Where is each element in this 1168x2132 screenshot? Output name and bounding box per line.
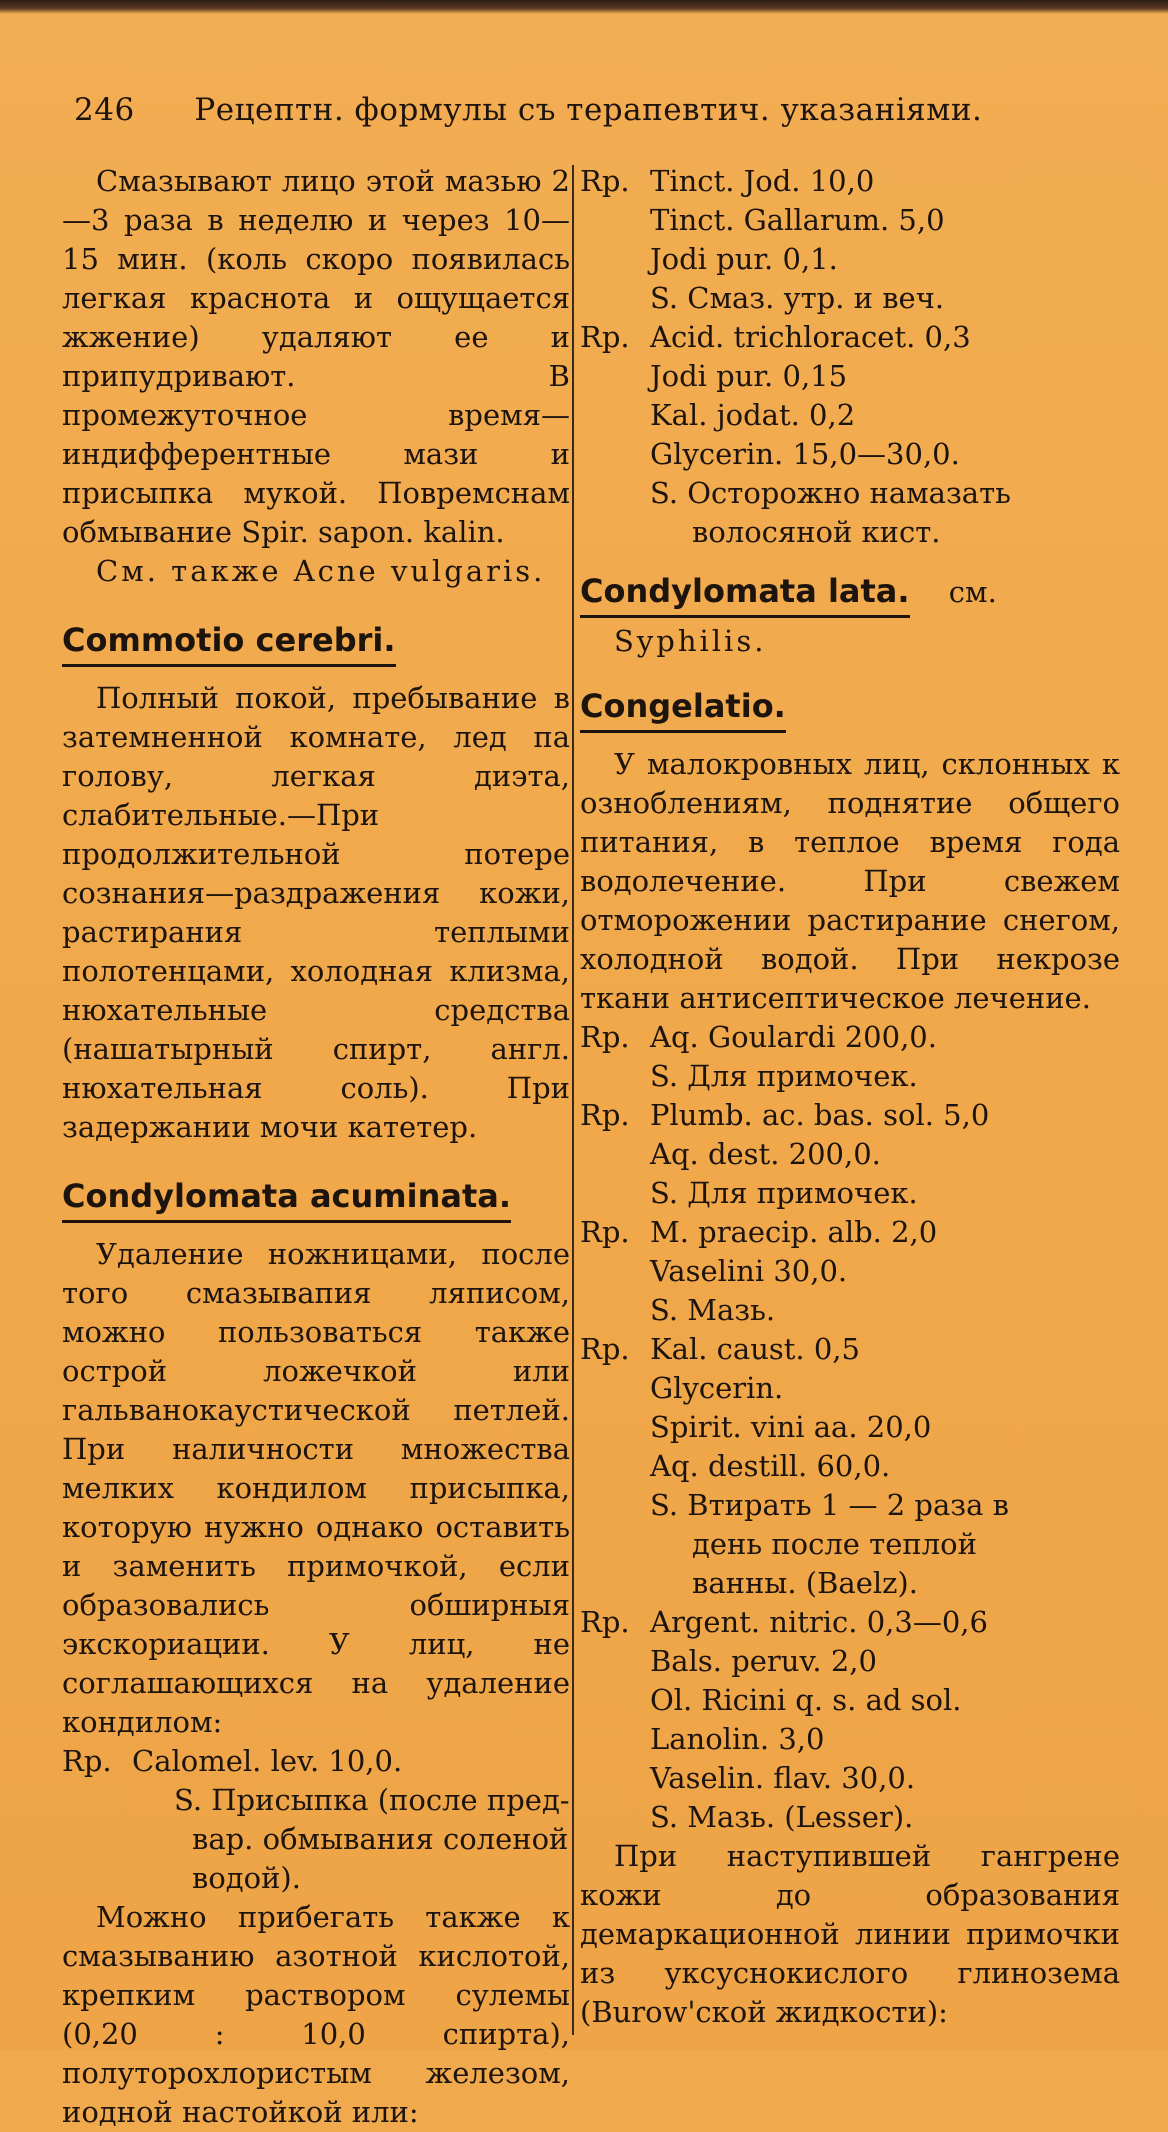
page-header (74, 92, 1114, 128)
rx-signa: S. Для примочек. (650, 1059, 918, 1093)
rx-line: Vaselin. flav. 30,0. (650, 1761, 916, 1795)
syphilis-reference: Syphilis. (614, 624, 767, 658)
rp-label: Rp. (62, 1744, 112, 1778)
rx-line: Calomel. lev. 10,0. (132, 1744, 403, 1778)
congelatio-heading: Congelatio. (580, 687, 786, 733)
rx-line: Aq. Goulardi 200,0. (650, 1020, 937, 1054)
rx-signa: водой). (192, 1861, 301, 1895)
rx-signa: день после теплой (692, 1527, 977, 1561)
rp-label: Rp. (580, 1332, 630, 1366)
rx-line: Lanolin. 3,0 (650, 1722, 825, 1756)
rx-line: Ol. Ricini q. s. ad sol. (650, 1683, 962, 1717)
commotio-heading: Commotio cerebri. (62, 621, 396, 667)
running-title: Рецептн. формулы съ терапевтич. указаніями. (194, 92, 983, 128)
right-column (580, 162, 1120, 2032)
rp-label: Rp. (580, 1020, 630, 1054)
rx-signa: S. Втирать 1 — 2 раза в (650, 1488, 1009, 1522)
scan-edge (0, 0, 1168, 14)
condylomata-acuminata-heading: Condylomata acuminata. (62, 1177, 511, 1223)
column-divider (572, 165, 574, 2035)
condylomata-lata-heading: Condylomata lata. (580, 572, 910, 618)
rx-signa: волосяной кист. (692, 515, 941, 549)
rx-line: Glycerin. 15,0—30,0. (650, 437, 960, 471)
rx-line: Bals. peruv. 2,0 (650, 1644, 877, 1678)
prescription-calomel (62, 1742, 570, 1898)
rx-line: Aq. destill. 60,0. (650, 1449, 891, 1483)
rx-line: Argent. nitric. 0,3—0,6 (650, 1605, 988, 1639)
rx-line: Spirit. vini aa. 20,0 (650, 1410, 932, 1444)
rx-signa: вар. обмывания соленой (192, 1822, 569, 1856)
rx-line: Acid. trichloracet. 0,3 (650, 320, 971, 354)
rp-label: Rp. (580, 1215, 630, 1249)
condylomata-alternative-text: Можно прибегать также к смазыванию азотной кислотой, крепким раствором сулемы (0,20 : 10,0 спирта), полуторохлористым железом, иодной настойкой или: (62, 1900, 570, 2129)
rx-line: Jodi pur. 0,1. (650, 242, 838, 276)
prescription-goulardi (580, 1018, 1120, 1096)
rx-line: Kal. caust. 0,5 (650, 1332, 860, 1366)
rx-signa: ванны. (Baelz). (692, 1566, 918, 1600)
rp-label: Rp. (580, 1605, 630, 1639)
rx-signa: S. Осторожно намазать (650, 476, 1011, 510)
rx-line: Tinct. Gallarum. 5,0 (650, 203, 945, 237)
congelatio-text: У малокровных лиц, склонных к озноблениям, поднятие общего питания, в теплое время года водолечение. При свежем отморожении растирание снегом, холодной водой. При некрозе ткани антисептическое лечение. (580, 747, 1120, 1015)
see-also-note: См. также Acne vulgaris. (96, 554, 546, 588)
left-column (62, 162, 570, 2132)
rx-line: Kal. jodat. 0,2 (650, 398, 856, 432)
prescription-argentum (580, 1603, 1120, 1837)
rx-line: Jodi pur. 0,15 (650, 359, 848, 393)
see-reference: см. (948, 575, 997, 609)
rp-label: Rp. (580, 320, 630, 354)
prescription-kalium-causticum (580, 1330, 1120, 1603)
rx-line: Glycerin. (650, 1371, 784, 1405)
rx-signa: S. Смаз. утр. и веч. (650, 281, 945, 315)
acne-treatment-text: Смазывают лицо этой мазью 2—3 раза в неделю и через 10—15 мин. (коль скоро появилась легкая краснота и ощущается жжение) удаляют ее и припудривают. В промежуточное время—индифферентные мази и присыпка мукой. Повремснам обмывание Spir. sapon. kalin. (62, 164, 570, 549)
rx-line: M. praecip. alb. 2,0 (650, 1215, 938, 1249)
rx-signa: S. Для примочек. (650, 1176, 918, 1210)
rx-signa: S. Мазь. (650, 1293, 776, 1327)
condylomata-acuminata-text: Удаление ножницами, после того смазывапия ляписом, можно пользоваться также острой ложечкой или гальванокаустической петлей. При наличности множества мелких кондилом присыпка, которую нужно однако оставить и заменить примочкой, если образовались обширныя экскориации. У лиц, не соглашающихся на удаление кондилом: (62, 1237, 570, 1739)
rp-label: Rp. (580, 1098, 630, 1132)
prescription-trichloracetic (580, 318, 1120, 552)
gangrene-text: При наступившей гангрене кожи до образования демаркационной линии примочки из уксуснокислого глинозема (Burow'ской жидкости): (580, 1839, 1120, 2029)
page-number: 246 (74, 92, 135, 128)
prescription-iodine (580, 162, 1120, 318)
rx-line: Aq. dest. 200,0. (650, 1137, 881, 1171)
rx-line: Vaselini 30,0. (650, 1254, 848, 1288)
commotio-text: Полный покой, пребывание в затемненной комнате, лед па голову, легкая диэта, слабительные.—При продолжительной потере сознания—раздражения кожи, растирания теплыми полотенцами, холодная клизма, нюхательные средства (нашатырный спирт, англ. нюхательная соль). При задержании мочи катетер. (62, 681, 570, 1144)
rp-label: Rp. (580, 164, 630, 198)
prescription-plumbum (580, 1096, 1120, 1213)
rx-signa: S. Присыпка (после пред- (174, 1783, 570, 1817)
rx-line: Plumb. ac. bas. sol. 5,0 (650, 1098, 990, 1132)
rx-signa: S. Мазь. (Lesser). (650, 1800, 914, 1834)
prescription-mercury (580, 1213, 1120, 1330)
rx-line: Tinct. Jod. 10,0 (650, 164, 875, 198)
